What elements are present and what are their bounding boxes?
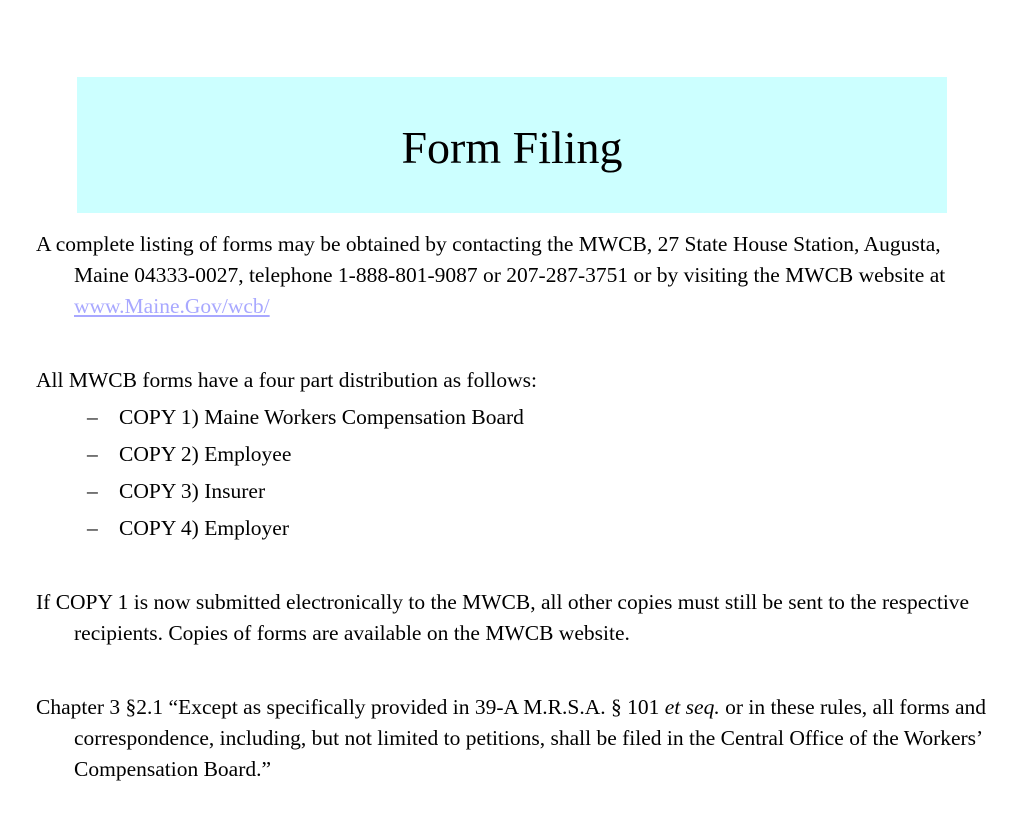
rule-text-before: Chapter 3 §2.1 “Except as specifically provided in 39-A M.R.S.A. § 101 (36, 695, 665, 719)
title-banner (77, 77, 947, 213)
mwcb-website-link[interactable]: www.Maine.Gov/wcb/ (74, 294, 270, 318)
dash-bullet: – (87, 516, 98, 540)
spacer (36, 649, 986, 692)
distribution-list (36, 402, 986, 544)
list-item (36, 439, 986, 470)
dash-bullet: – (87, 479, 98, 503)
rule-text-italic: et seq. (664, 695, 720, 719)
rule-text-after: or in these rules, all forms and correspondence, including, but not limited to petitions, shall be filed in the Central Office of the Workers’ Compensation Board.” (74, 695, 986, 781)
spacer (36, 550, 986, 587)
list-item (36, 513, 986, 544)
spacer (36, 322, 986, 365)
paragraph-electronic-submission: If COPY 1 is now submitted electronically to the MWCB, all other copies must still be sent to the respective recipients. Copies of forms are available on the MWCB website. (36, 590, 970, 645)
list-item-text: COPY 1) Maine Workers Compensation Board (119, 405, 524, 429)
dash-bullet: – (87, 405, 98, 429)
paragraph-contact (36, 229, 986, 322)
slide-content (36, 229, 986, 785)
paragraph-distribution: All MWCB forms have a four part distribution as follows: (36, 368, 537, 392)
list-item-text: COPY 2) Employee (119, 442, 292, 466)
dash-bullet: – (87, 442, 98, 466)
list-item (36, 476, 986, 507)
list-item-text: COPY 3) Insurer (119, 479, 266, 503)
paragraph-chapter-rule (36, 692, 986, 785)
paragraph-contact-text: A complete listing of forms may be obtained by contacting the MWCB, 27 State House Station, Augusta, Maine 04333-0027, telephone 1-888-801-9087 or 207-287-3751 or by visiting the MWCB website at (36, 232, 946, 287)
page-title: Form Filing (401, 122, 623, 173)
list-item (36, 402, 986, 433)
list-item-text: COPY 4) Employer (119, 516, 289, 540)
